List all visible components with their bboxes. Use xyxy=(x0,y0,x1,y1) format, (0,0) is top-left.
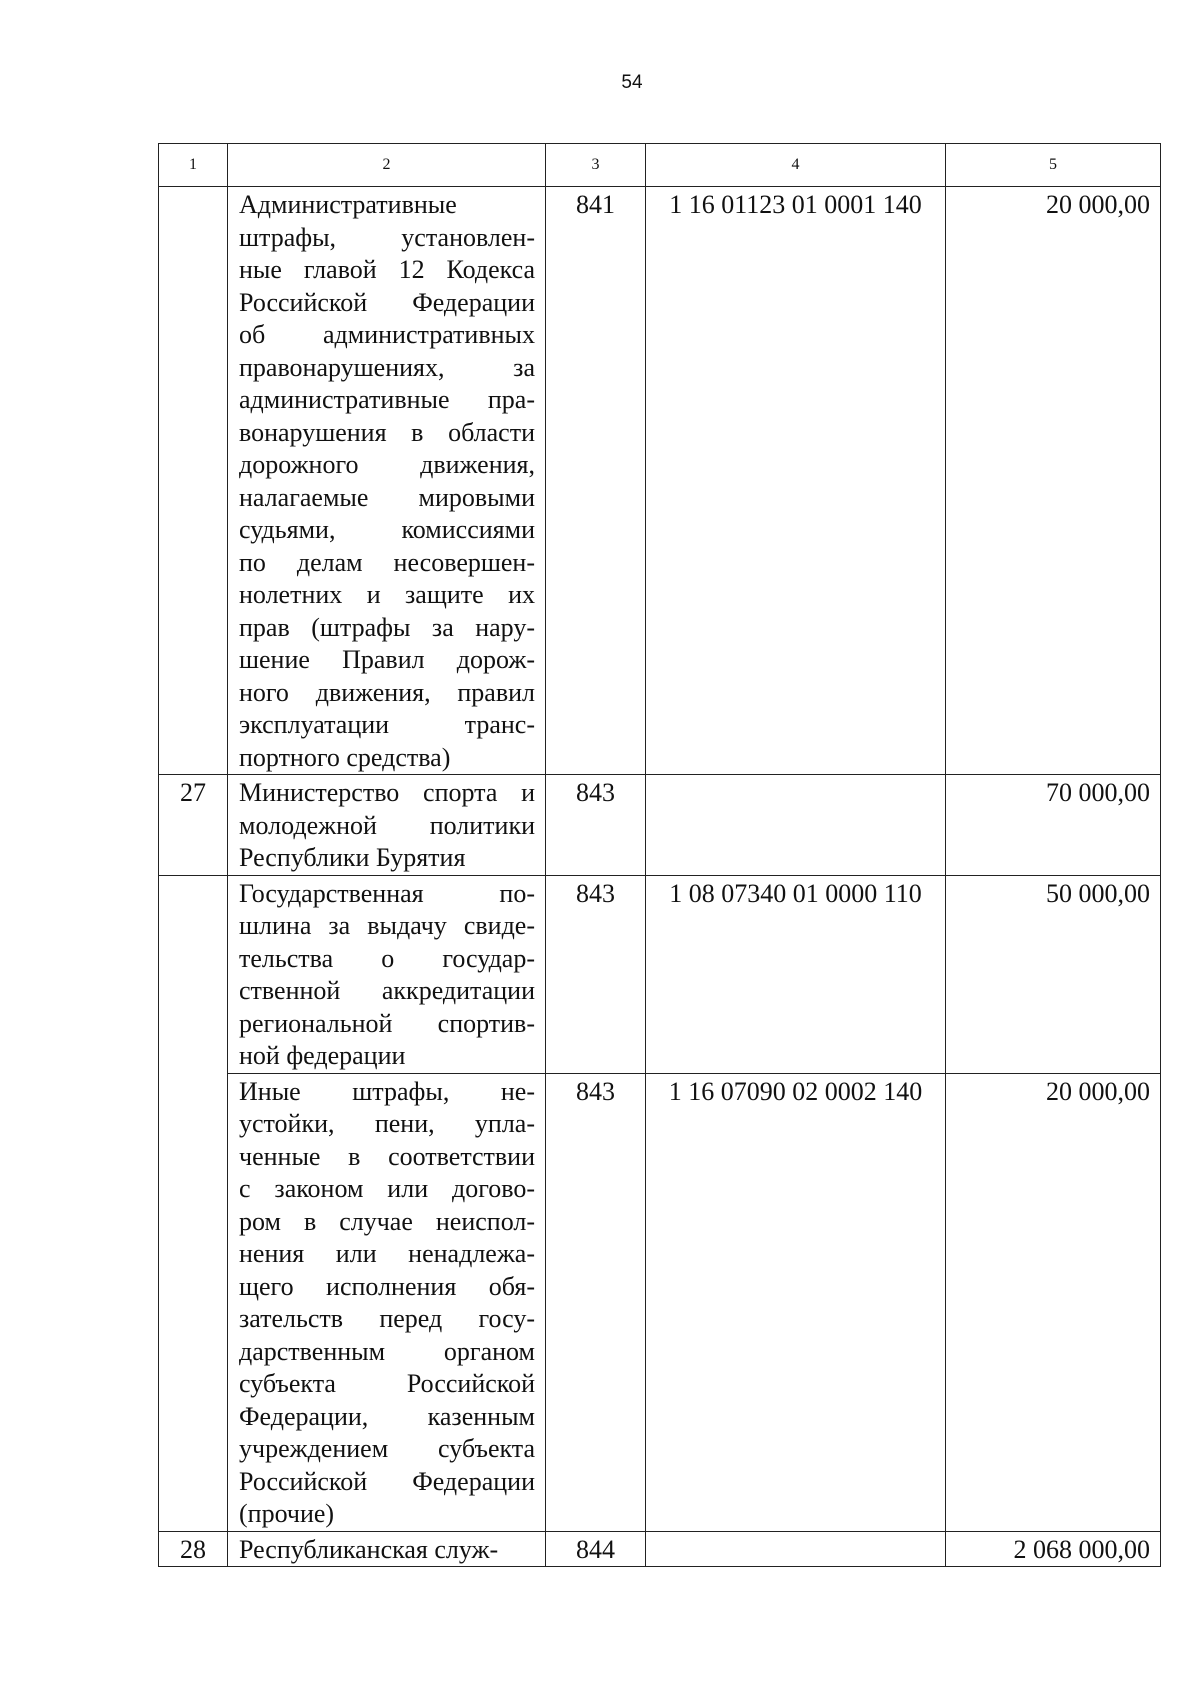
item-name-line: ной федерации xyxy=(239,1041,406,1070)
item-name-cell xyxy=(228,1073,546,1531)
classification-code-cell: 1 16 07090 02 0002 140 xyxy=(646,1073,946,1531)
item-name-line: щего исполнения обя- xyxy=(239,1271,535,1301)
amount-cell: 20 000,00 xyxy=(946,187,1161,775)
table-row xyxy=(159,875,1161,1073)
item-name-line: ного движения, правил xyxy=(239,677,535,707)
item-name-line: ственной аккредитации xyxy=(239,976,535,1005)
item-name-line: правонарушениях, за xyxy=(239,352,535,382)
item-name-line: налагаемые мировыми xyxy=(239,482,535,512)
item-name-line: шение Правил дорож- xyxy=(239,645,535,674)
classification-code-cell xyxy=(646,1531,946,1567)
amount-cell: 50 000,00 xyxy=(946,875,1161,1073)
item-name-line: тельства о государ- xyxy=(239,943,535,973)
item-name-line: нолетних и защите их xyxy=(239,580,535,609)
item-name-line: шлина за выдачу свиде- xyxy=(239,911,535,940)
item-name-line: субъекта Российской xyxy=(239,1369,535,1398)
administrator-code-cell: 843 xyxy=(546,1073,646,1531)
column-number-cell: 5 xyxy=(946,144,1161,187)
item-name-line: судьями, комиссиями xyxy=(239,515,535,544)
column-number-cell: 3 xyxy=(546,144,646,187)
item-name-line: об административных xyxy=(239,320,535,349)
classification-code-cell: 1 08 07340 01 0000 110 xyxy=(646,875,946,1073)
item-name-line: устойки, пени, упла- xyxy=(239,1109,535,1138)
item-name-line: зательств перед госу- xyxy=(239,1304,535,1333)
table-row xyxy=(159,775,1161,876)
row-number-cell: 28 xyxy=(159,1531,228,1567)
table-row xyxy=(159,187,1161,775)
administrator-code-cell: 844 xyxy=(546,1531,646,1567)
administrator-code-cell: 843 xyxy=(546,775,646,876)
classification-code-cell: 1 16 01123 01 0001 140 xyxy=(646,187,946,775)
item-name-line: штрафы, установлен- xyxy=(239,222,535,252)
item-name-line: Республики Бурятия xyxy=(239,843,466,872)
item-name-line: Государственная по- xyxy=(239,878,535,908)
item-name-line: молодежной политики xyxy=(239,810,535,840)
administrator-code-cell: 841 xyxy=(546,187,646,775)
item-name-line: эксплуатации транс- xyxy=(239,710,535,739)
item-name-line: Федерации, казенным xyxy=(239,1401,535,1431)
item-name-line: портного средства) xyxy=(239,742,451,772)
item-name-cell xyxy=(228,875,546,1073)
row-number-cell xyxy=(159,187,228,775)
item-name-line: вонарушения в области xyxy=(239,417,535,447)
item-name-line: Российской Федерации xyxy=(239,287,535,317)
budget-table xyxy=(158,143,1161,1567)
item-name-line: ные главой 12 Кодекса xyxy=(239,255,535,284)
item-name-line: прав (штрафы за нару- xyxy=(239,612,535,642)
classification-code-cell xyxy=(646,775,946,876)
item-name-line: по делам несовершен- xyxy=(239,547,535,577)
row-number-cell: 27 xyxy=(159,775,228,876)
page-number: 54 xyxy=(621,72,643,93)
administrator-code-cell: 843 xyxy=(546,875,646,1073)
amount-cell: 20 000,00 xyxy=(946,1073,1161,1531)
column-number-row xyxy=(159,144,1161,187)
amount-cell: 70 000,00 xyxy=(946,775,1161,876)
item-name-line: нения или ненадлежа- xyxy=(239,1239,535,1268)
column-number-cell: 4 xyxy=(646,144,946,187)
item-name-line: ченные в соответствии xyxy=(239,1141,535,1171)
item-name-line: (прочие) xyxy=(239,1499,335,1528)
table-row xyxy=(159,1531,1161,1567)
item-name-line: Министерство спорта и xyxy=(239,778,535,807)
item-name-line: Административные xyxy=(239,190,457,219)
item-name-line: учреждением субъекта xyxy=(239,1434,535,1463)
item-name-cell xyxy=(228,775,546,876)
item-name-line: Республиканская служ- xyxy=(239,1534,499,1564)
row-number-cell xyxy=(159,875,228,1531)
column-number-cell: 2 xyxy=(228,144,546,187)
item-name-line: дарственным органом xyxy=(239,1336,535,1366)
item-name-line: Российской Федерации xyxy=(239,1466,535,1496)
item-name-line: дорожного движения, xyxy=(239,450,535,479)
item-name-line: региональной спортив- xyxy=(239,1008,535,1038)
item-name-cell xyxy=(228,187,546,775)
amount-cell: 2 068 000,00 xyxy=(946,1531,1161,1567)
column-number-cell: 1 xyxy=(159,144,228,187)
table-row xyxy=(159,1073,1161,1531)
item-name-cell xyxy=(228,1531,546,1567)
item-name-line: Иные штрафы, не- xyxy=(239,1076,535,1106)
item-name-line: ром в случае неиспол- xyxy=(239,1206,535,1236)
item-name-line: с законом или догово- xyxy=(239,1174,535,1203)
item-name-line: административные пра- xyxy=(239,385,535,414)
